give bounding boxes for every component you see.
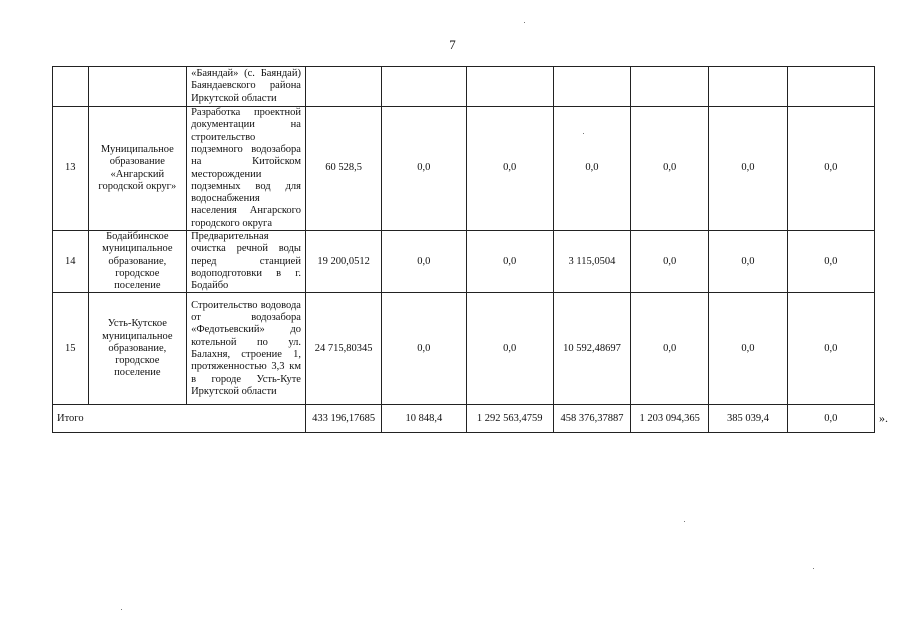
- row-number: [53, 67, 89, 107]
- value-cell: 0,0: [709, 293, 787, 405]
- value-cell: 10 592,48697: [553, 293, 630, 405]
- description-cell: Строительство водовода от водозабора «Федотьевский» до котельной по ул. Балахня, строение 1, протяженностью 3,3 км в городе Усть-Куте Иркутской области: [187, 293, 306, 405]
- total-value: 385 039,4: [709, 405, 787, 433]
- value-cell: 0,0: [631, 107, 709, 231]
- total-value: 458 376,37887: [553, 405, 630, 433]
- scan-speck: [813, 568, 814, 569]
- municipality-cell: Усть-Кутское муниципальное образование, городское поселение: [88, 293, 187, 405]
- row-number: 13: [53, 107, 89, 231]
- row-number: 14: [53, 231, 89, 293]
- municipality-cell: Муниципальное образование «Ангарский городской округ»: [88, 107, 187, 231]
- value-cell: 0,0: [631, 231, 709, 293]
- description-cell: Предварительная очистка речной воды перед станцией водоподготовки в г. Бодайбо: [187, 231, 306, 293]
- table-row: [53, 67, 875, 107]
- municipality-cell: [88, 67, 187, 107]
- description-cell: «Баяндай» (с. Баяндай) Баяндаевского района Иркутской области: [187, 67, 306, 107]
- value-cell: 24 715,80345: [305, 293, 381, 405]
- page-number: 7: [449, 37, 456, 52]
- row-number: 15: [53, 293, 89, 405]
- value-cell: 0,0: [787, 293, 874, 405]
- scan-speck: [684, 521, 685, 522]
- value-cell: 0,0: [709, 231, 787, 293]
- value-cell: [466, 67, 553, 107]
- municipality-cell: Бодайбинское муниципальное образование, городское поселение: [88, 231, 187, 293]
- value-cell: [709, 67, 787, 107]
- total-row: [53, 405, 875, 433]
- value-cell: [382, 67, 466, 107]
- value-cell: 3 115,0504: [553, 231, 630, 293]
- value-cell: 0,0: [382, 107, 466, 231]
- value-cell: 0,0: [631, 293, 709, 405]
- table-row: [53, 231, 875, 293]
- total-value: 433 196,17685: [305, 405, 381, 433]
- value-cell: 19 200,0512: [305, 231, 381, 293]
- total-value: 1 292 563,4759: [466, 405, 553, 433]
- value-cell: [631, 67, 709, 107]
- value-cell: [305, 67, 381, 107]
- value-cell: [787, 67, 874, 107]
- value-cell: 0,0: [466, 107, 553, 231]
- funding-table: [52, 66, 875, 433]
- closing-quote-mark: ».: [879, 411, 888, 425]
- value-cell: 0,0: [382, 293, 466, 405]
- value-cell: 0,0: [382, 231, 466, 293]
- total-value: 10 848,4: [382, 405, 466, 433]
- value-cell: [553, 67, 630, 107]
- description-cell: Разработка проектной документации на строительство подземного водозабора на Китойском месторождении подземных вод для водоснабжения населения Ангарского городского округа: [187, 107, 306, 231]
- value-cell: 0,0: [466, 293, 553, 405]
- total-label: Итого: [53, 405, 306, 433]
- scan-speck: [524, 22, 525, 23]
- total-value: 0,0: [787, 405, 874, 433]
- value-cell: 0,0: [553, 107, 630, 231]
- value-cell: 0,0: [787, 231, 874, 293]
- scan-speck: [121, 609, 122, 610]
- table-row: [53, 293, 875, 405]
- value-cell: 0,0: [709, 107, 787, 231]
- value-cell: 0,0: [466, 231, 553, 293]
- table-row: [53, 107, 875, 231]
- value-cell: 0,0: [787, 107, 874, 231]
- scan-speck: [583, 133, 584, 134]
- value-cell: 60 528,5: [305, 107, 381, 231]
- total-value: 1 203 094,365: [631, 405, 709, 433]
